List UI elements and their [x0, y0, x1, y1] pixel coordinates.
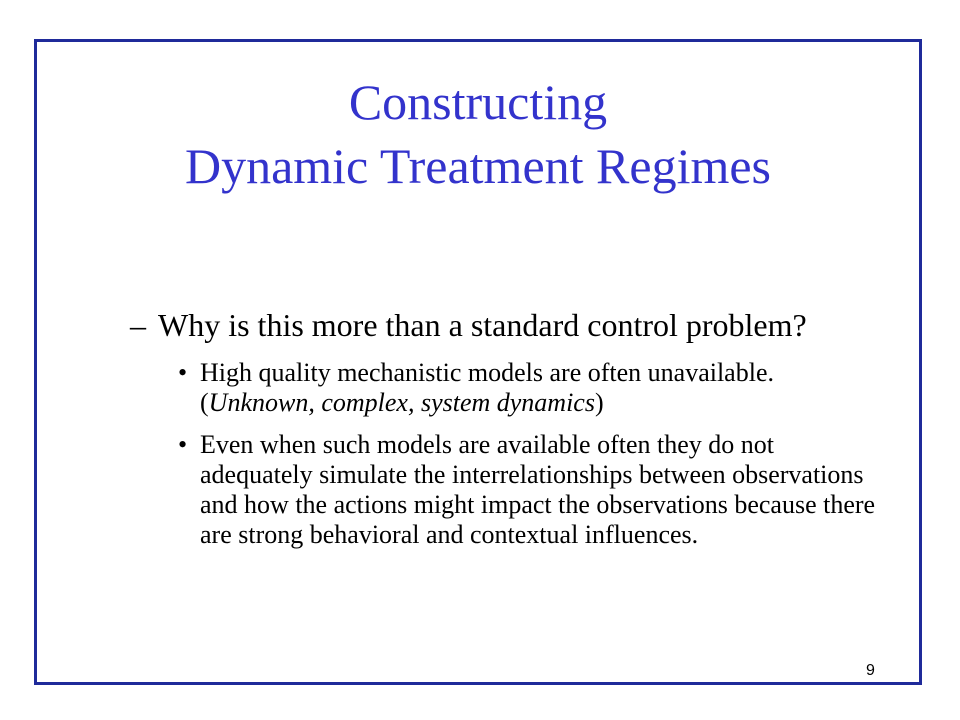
bullet-1-italic: Unknown, complex, system dynamics: [208, 388, 595, 417]
title-line-1: Constructing: [348, 74, 608, 130]
dash-item: [130, 306, 890, 344]
bullet-1-text: High quality mechanistic models are often unavailable. (: [200, 358, 774, 417]
slide-title: [34, 70, 922, 198]
dash-marker: –: [130, 307, 146, 343]
bullet-list: [130, 358, 890, 550]
bullet-1-close: ): [594, 388, 604, 417]
slide-content: [130, 306, 890, 562]
bullet-item-1: [178, 358, 890, 418]
bullet-marker: •: [178, 430, 188, 459]
page-number: 9: [866, 662, 875, 679]
bullet-2-text: Even when such models are available often they do not adequately simulate the interrelationships between observations and how the actions might impact the observations because there are strong behavioral and contextual influences.: [200, 430, 876, 549]
title-line-2: Dynamic Treatment Regimes: [184, 138, 772, 194]
bullet-item-2: [178, 430, 890, 550]
dash-item-text: Why is this more than a standard control problem?: [158, 307, 807, 343]
bullet-marker: •: [178, 358, 188, 387]
